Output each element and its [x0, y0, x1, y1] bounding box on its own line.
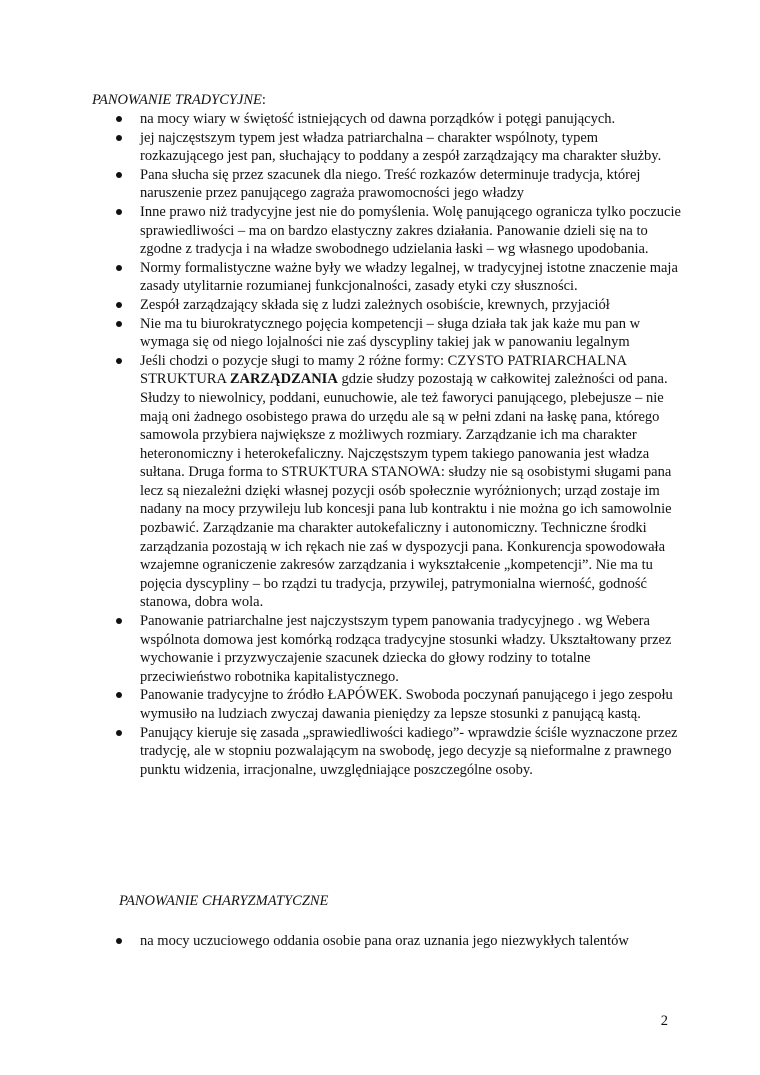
- list-item: [114, 259, 684, 296]
- list-item-text: Normy formalistyczne ważne były we władzy legalnej, w tradycyjnej istotne znaczenie maja zasady utylitarnie rozumianej funkcjonalności, zasady etyki czy słuszności.: [140, 259, 678, 295]
- list-item-text: jej najczęstszym typem jest władza patriarchalna – charakter wspólnoty, typem rozkazującego jest pan, słuchający to poddany a zespół zarządzający ma charakter służby.: [140, 129, 662, 165]
- list-item-text: Panowanie tradycyjne to źródło ŁAPÓWEK. Swoboda poczynań panującego i jego zespołu wymusiło na ludziach zwyczaj dawania pieniędzy za lepsze stosunki z panującą kastą.: [140, 687, 673, 722]
- list-item-text: na mocy wiary w świętość istniejących od dawna porządków i potęgi panujących.: [140, 111, 616, 127]
- list-item-text: Nie ma tu biurokratycznego pojęcia kompetencji – sługa działa tak jak każe mu pan w wymaga się od niego lojalności nie zaś dyscypliny takiej jak w panowaniu legalnym: [140, 315, 641, 351]
- list-item-text: Zespół zarządzający składa się z ludzi zależnych osobiście, krewnych, przyjaciół: [140, 296, 610, 313]
- list-item: [114, 110, 684, 129]
- bullet-icon: [116, 302, 122, 308]
- list-item: [114, 612, 684, 686]
- page-number: 2: [660, 1013, 668, 1029]
- bullet-icon: [116, 116, 122, 122]
- traditional-bullet-list: [114, 110, 684, 779]
- list-item-text: Jeśli chodzi o pozycje sługi to mamy 2 różne formy: CZYSTO PATRIARCHALNA STRUKTURA: [140, 352, 627, 388]
- bullet-icon: [116, 321, 122, 327]
- list-item: [114, 203, 684, 259]
- bullet-icon: [116, 730, 122, 736]
- heading-traditional-text: PANOWANIE TRADYCYJNE: [92, 92, 262, 108]
- bullet-icon: [116, 265, 122, 271]
- list-item-servant-forms: [114, 352, 684, 612]
- list-item: [114, 296, 684, 315]
- heading-charismatic-rule: PANOWANIE CHARYZMATYCZNE: [119, 893, 329, 909]
- list-item: [114, 129, 684, 166]
- list-item: [114, 686, 684, 723]
- bullet-icon: [116, 358, 122, 364]
- list-item-text: gdzie słudzy pozostają w całkowitej zależności od pana. Słudzy to niewolnicy, poddani, eunuchowie, ale też faworyci panującego, plebejusze – nie mają oni żadnego osobistego prawa do urzędu ale są w pełni zdani na łaskę pana, którego samowola przybiera największe z możliwych rozmiary. Zarządzanie ich ma charakter heteronomiczny i heterokefaliczny. Najczęstszym typem takiego panowania jest władza sułtana. Druga forma to STRUKTURA STANOWA: słudzy nie są osobistymi sługami pana lecz są niezależni dzięki własnej pozycji osób społecznie wyróżnionych; urząd zostaje im nadany na mocy przywileju lub koncesji pana lub kontraktu i nie można go ich samowolnie pozbawić. Zarządzanie ma charakter autokefaliczny i autonomiczny. Techniczne środki zarządzania pozostają w ich rękach nie zaś w dyspozycji pana. Konkurencja spowodowała wzajemne ograniczenie zakresów zarządzania i wykształcenie „kompetencji”. Nie ma tu pojęcia dyscypliny – bo rządzi tu tradycja, przywilej, patrymonialna wierność, godność stanowa, dobra wola.: [140, 371, 672, 611]
- list-item-text: Panujący kieruje się zasada „sprawiedliwości kadiego”- wprawdzie ściśle wyznaczone przez tradycję, ale w stopniu pozwalającym na swobodę, jego decyzje są nieformalne z prawnego punktu widzenia, irracjonalne, uwzględniające poszczególne osoby.: [140, 724, 678, 778]
- bullet-icon: [116, 135, 122, 141]
- list-item: [114, 932, 684, 951]
- list-item: [114, 315, 684, 352]
- bullet-icon: [116, 618, 122, 624]
- list-item: [114, 724, 684, 780]
- bold-term: ZARZĄDZANIA: [229, 371, 338, 388]
- bullet-icon: [116, 172, 122, 178]
- list-item-text: na mocy uczuciowego oddania osobie pana oraz uznania jego niezwykłych talentów: [140, 933, 629, 949]
- bullet-icon: [116, 209, 122, 215]
- list-item-text: Pana słucha się przez szacunek dla niego. Treść rozkazów determinuje tradycja, której naruszenie przez panującego zagraża prawomocności jego władzy: [140, 166, 641, 202]
- bullet-icon: [116, 692, 122, 698]
- charismatic-bullet-list: [114, 932, 684, 951]
- heading-traditional-rule: [92, 91, 266, 109]
- list-item: [114, 166, 684, 203]
- heading-colon: :: [261, 92, 266, 108]
- list-item-text: Inne prawo niż tradycyjne jest nie do pomyślenia. Wolę panującego ogranicza tylko poczucie sprawiedliwości – ma on bardzo elastyczny zakres działania. Panowanie dzieli się na to zgodne z tradycja i na władze swobodnego udzielania łaski – wg własnego upodobania.: [140, 203, 681, 258]
- bullet-icon: [116, 938, 122, 944]
- list-item-text: Panowanie patriarchalne jest najczystszym typem panowania tradycyjnego . wg Webera wspólnota domowa jest komórką rodząca tradycyjne stosunki władzy. Ukształtowany przez wychowanie i przyzwyczajenie szacunek dziecka do głowy rodziny to totalne przeciwieństwo robotnika kapitalistycznego.: [140, 613, 672, 685]
